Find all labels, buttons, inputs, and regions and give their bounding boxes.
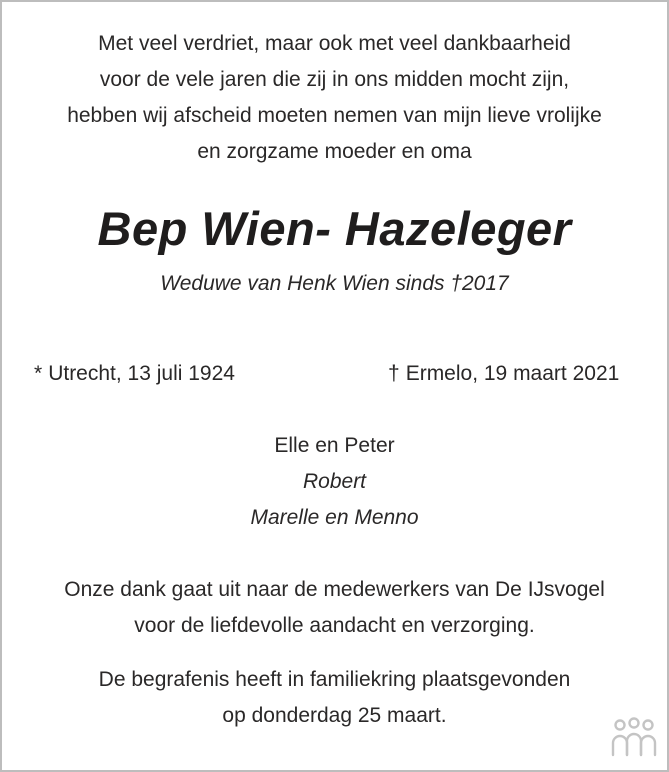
birth-symbol: *: [34, 362, 43, 385]
subtitle: Weduwe van Henk Wien sinds †2017: [160, 272, 509, 295]
family-figures-icon: [610, 717, 658, 757]
death-symbol: †: [388, 362, 400, 385]
intro-line-2: voor de vele jaren die zij in ons midden mocht zijn,: [99, 68, 570, 91]
intro-line-4: en zorgzame moeder en oma: [197, 140, 472, 163]
intro-line-1: Met veel verdriet, maar ook met veel dankbaarheid: [98, 32, 571, 55]
deceased-name: Bep Wien- Hazeleger: [97, 202, 572, 255]
birth-text: Utrecht, 13 juli 1924: [48, 362, 235, 385]
thanks-line-2: voor de liefdevolle aandacht en verzorging.: [134, 614, 535, 637]
funeral-line-1: De begrafenis heeft in familiekring plaatsgevonden: [98, 668, 571, 691]
death-date: [388, 361, 619, 387]
family-line-1: Elle en Peter: [274, 434, 395, 457]
funeral-line-2: op donderdag 25 maart.: [222, 704, 447, 727]
birth-date: [34, 361, 235, 387]
intro-line-3: hebben wij afscheid moeten nemen van mijn lieve vrolijke: [67, 104, 602, 127]
family-line-3: Marelle en Menno: [250, 506, 419, 529]
family-line-2: Robert: [302, 470, 367, 493]
thanks-line-1: Onze dank gaat uit naar de medewerkers van De IJsvogel: [64, 578, 605, 601]
death-text: Ermelo, 19 maart 2021: [405, 362, 620, 385]
